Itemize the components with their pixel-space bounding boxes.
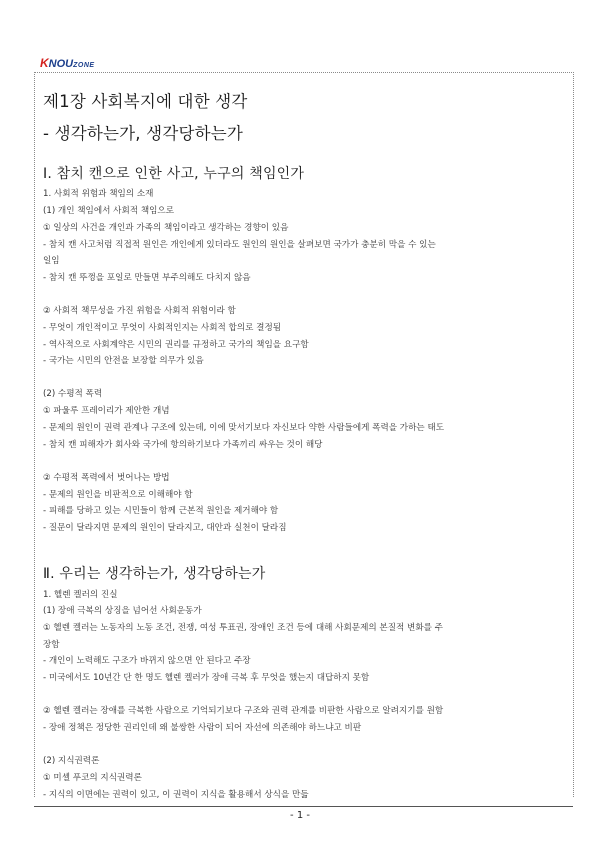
text-line: - 참치 캔 뚜껑을 포일로 만들면 부주의해도 다치지 않음 [43,273,251,283]
text-line: ② 수평적 폭력에서 벗어나는 방법 [43,473,170,483]
text-line: ② 헬렌 켈러는 장애를 극복한 사람으로 기억되기보다 구조와 권력 관계를 비판한 사람으로 알려지기를 원함 [43,706,444,716]
text-line: - 지식의 이면에는 권력이 있고, 이 권력이 지식을 활용해서 상식을 만듦 [43,790,309,800]
text-line: - 질문이 달라지면 문제의 원인이 달라지고, 대안과 실천이 달라짐 [43,523,287,533]
section-heading-2: Ⅱ. 우리는 생각하는가, 생각당하는가 [43,566,266,582]
page-number: - 1 - [290,810,310,821]
text-line: 일임 [43,256,60,266]
text-line: 1. 헬렌 켈러의 진실 [43,590,118,600]
text-line: 1. 사회적 위험과 책임의 소재 [43,189,154,199]
text-line: - 역사적으로 사회계약은 시민의 권리를 규정하고 국가의 책임을 요구함 [43,340,309,350]
chapter-subtitle: - 생각하는가, 생각당하는가 [43,124,244,143]
text-line: ① 헬렌 켈러는 노동자의 노동 조건, 전쟁, 여성 투표권, 장애인 조건 등에 대해 사회문제의 본질적 변화를 주 [43,623,443,633]
chapter-title: 제1장 사회복지에 대한 생각 [43,92,248,111]
text-line: - 문제의 원인을 비판적으로 이해해야 함 [43,490,193,500]
text-line: - 무엇이 개인적이고 무엇이 사회적인지는 사회적 합의로 결정됨 [43,323,282,333]
text-line: (1) 개인 책임에서 사회적 책임으로 [43,206,175,216]
section-heading-1: Ⅰ. 참치 캔으로 인한 사고, 누구의 책임인가 [43,166,305,182]
text-line: - 미국에서도 10년간 단 한 명도 헬렌 켈러가 장애 극복 후 무엇을 했는지 대답하지 못함 [43,673,370,683]
text-line: (2) 지식권력론 [43,756,100,766]
text-line: - 장애 정책은 정당한 권리인데 왜 불쌍한 사람이 되어 자선에 의존해야 하느냐고 비판 [43,723,362,733]
text-line: 장함 [43,640,60,650]
text-line: (1) 장애 극복의 상징을 넘어선 사회운동가 [43,606,202,616]
text-line: ① 일상의 사건을 개인과 가족의 책임이라고 생각하는 경향이 있음 [43,223,289,233]
text-line: - 문제의 원인이 권력 관계나 구조에 있는데, 이에 맞서기보다 자신보다 약한 사람들에게 폭력을 가하는 태도 [43,423,445,433]
text-line: (2) 수평적 폭력 [43,389,103,399]
footer-rule [34,806,573,807]
text-line: - 참치 캔 피해자가 회사와 국가에 항의하기보다 가족끼리 싸우는 것이 해당 [43,440,323,450]
text-line: - 피해를 당하고 있는 시민들이 함께 근본적 원인을 제거해야 함 [43,506,279,516]
text-line: - 국가는 시민의 안전을 보장할 의무가 있음 [43,356,204,366]
text-line: ① 파울루 프레이리가 제안한 개념 [43,406,170,416]
text-line: ① 미셸 푸코의 지식권력론 [43,773,142,783]
knouzone-logo: KNOUZONE [40,56,95,70]
text-line: ② 사회적 책무성을 가진 위험을 사회적 위험이라 함 [43,306,236,316]
text-line: - 개인이 노력해도 구조가 바뀌지 않으면 안 된다고 주장 [43,656,251,666]
text-line: - 참치 캔 사고처럼 직접적 원인은 개인에게 있더라도 원인의 원인을 살펴보면 국가가 충분히 막을 수 있는 [43,240,436,250]
